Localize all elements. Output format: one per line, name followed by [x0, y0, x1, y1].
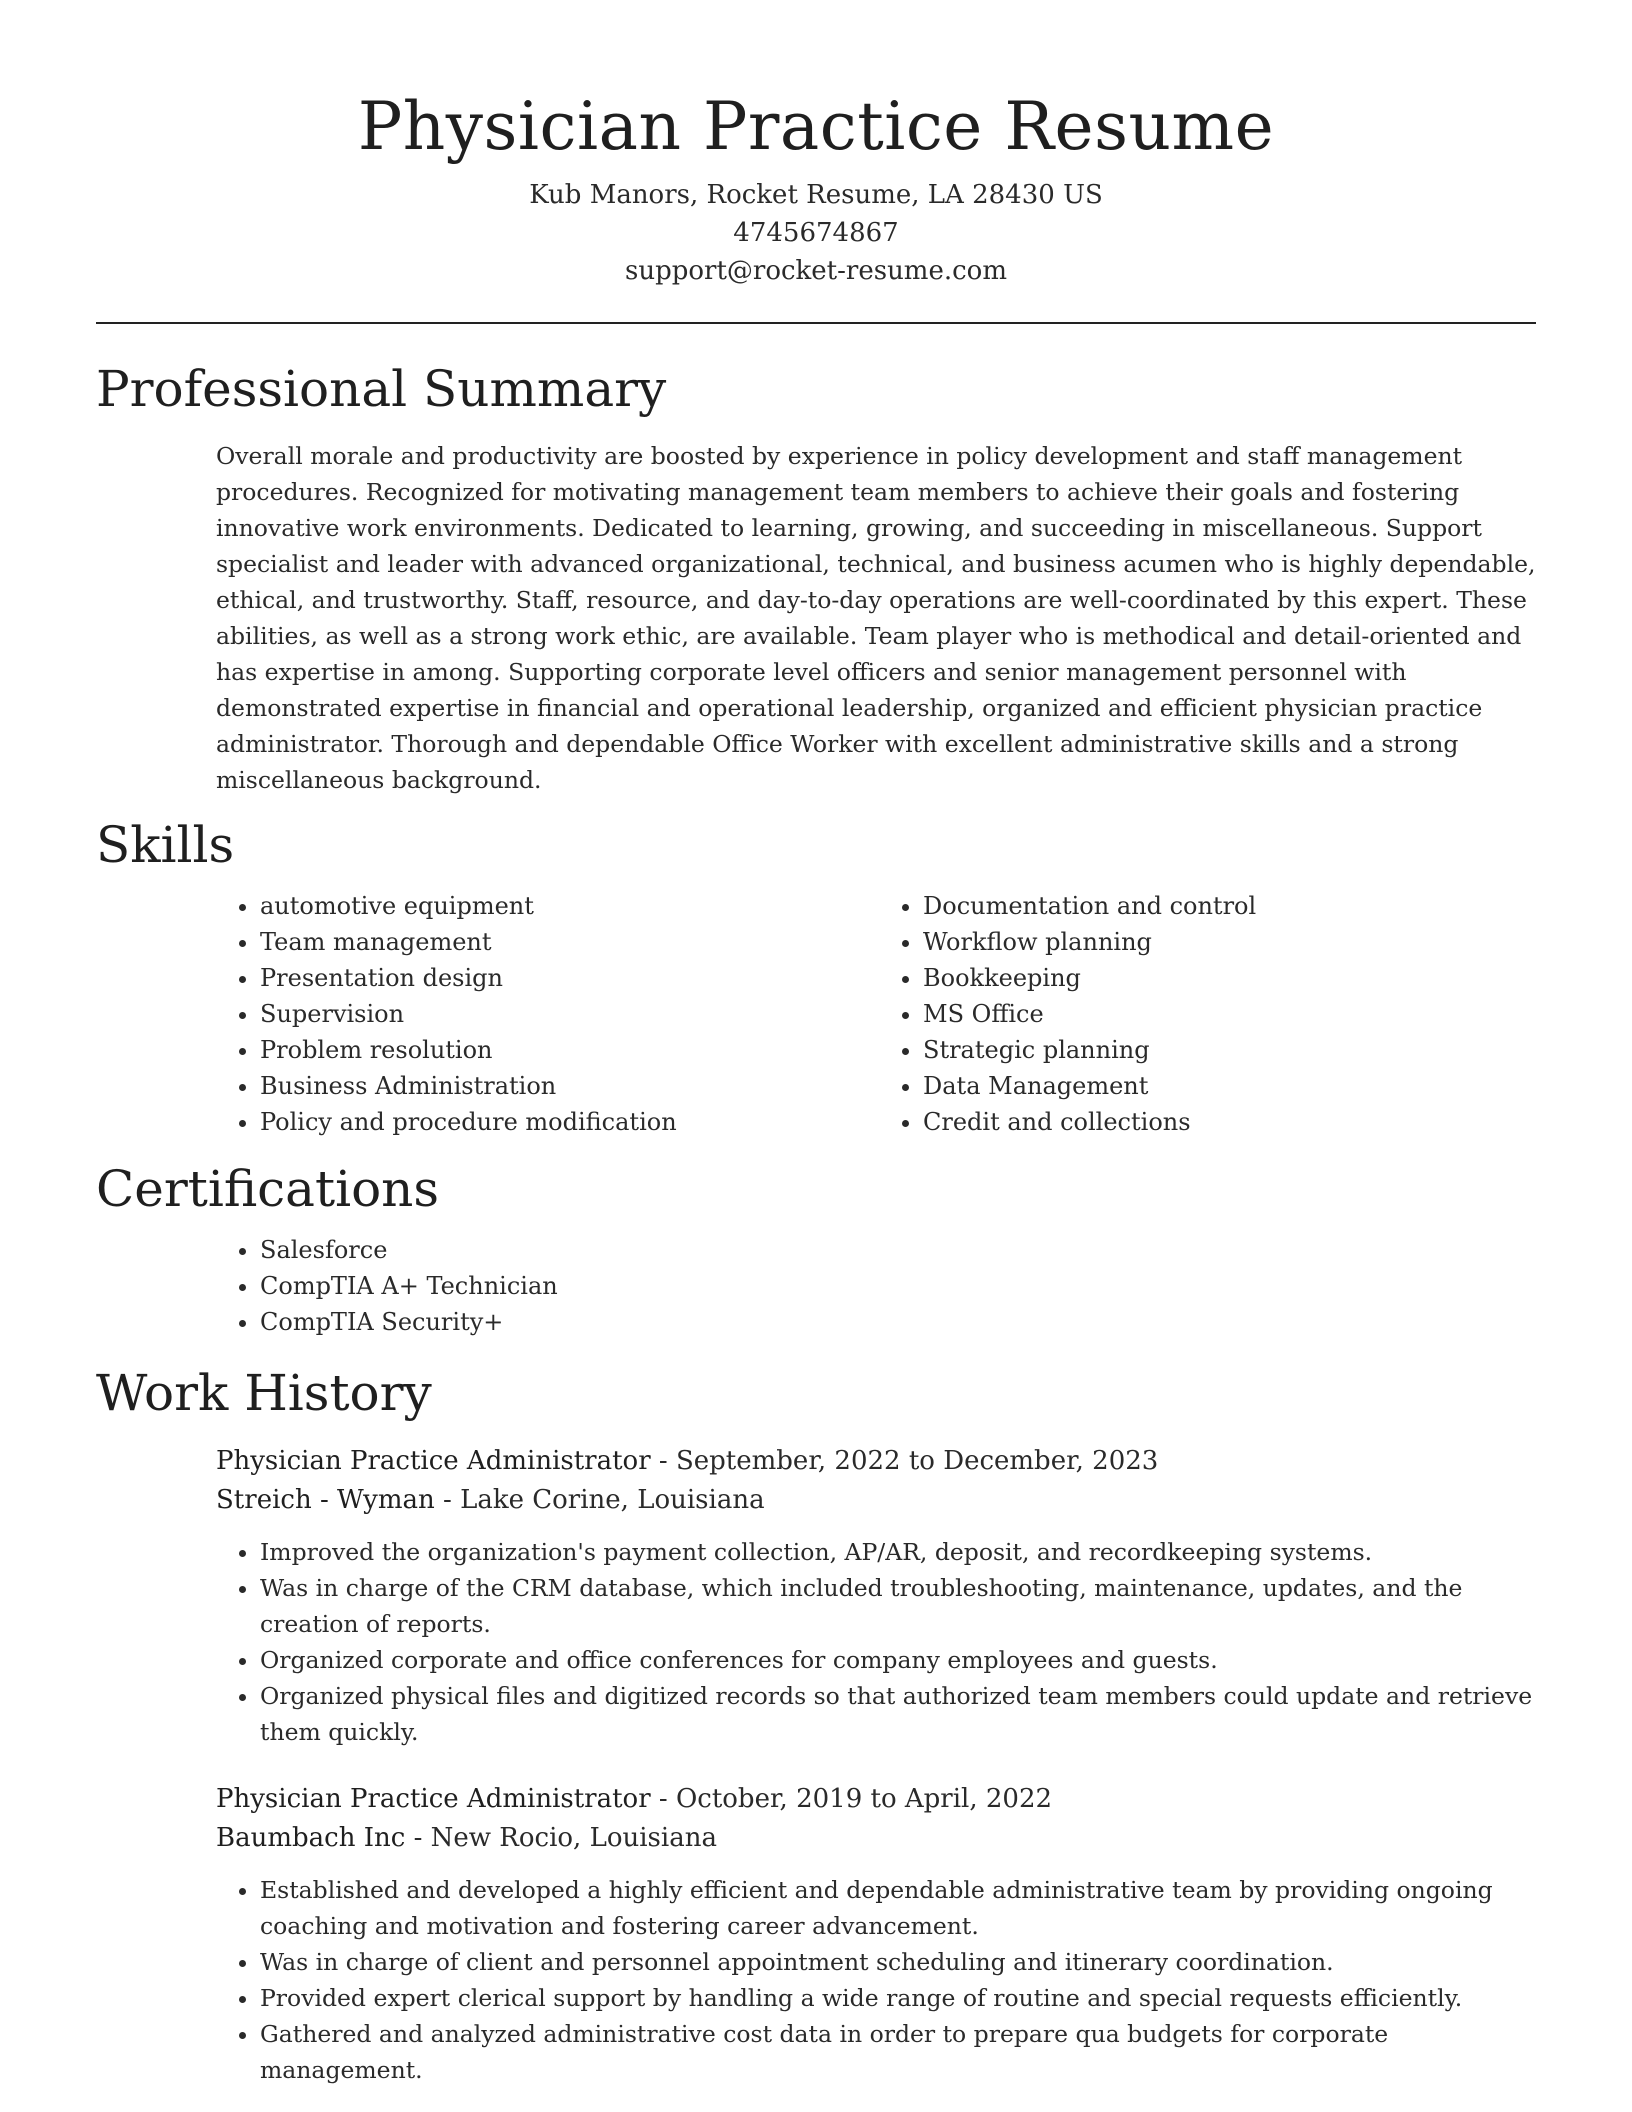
- skills-list-left: [96, 888, 873, 1140]
- certification-item: • Salesforce: [260, 1232, 1536, 1268]
- job-entry: [216, 1442, 1536, 1750]
- skill-item: • Policy and procedure modification: [260, 1104, 873, 1140]
- job-location: - Lake Corine, Louisiana: [434, 1485, 765, 1515]
- resume-page: [96, 0, 1536, 2088]
- summary-heading: Professional Summary: [96, 360, 667, 418]
- skill-item: • Credit and collections: [923, 1104, 1536, 1140]
- job-bullet: • Was in charge of the CRM database, which included troubleshooting, maintenance, updates, and the creation of reports.: [260, 1570, 1536, 1642]
- skill-item: • Bookkeeping: [923, 960, 1536, 996]
- job-dates: - October, 2019 to April, 2022: [650, 1784, 1053, 1814]
- skills-list-right: [873, 888, 1536, 1140]
- resume-title: Physician Practice Resume: [357, 88, 1275, 165]
- email: support@rocket-resume.com: [624, 256, 1007, 286]
- skills-heading: Skills: [96, 816, 235, 874]
- job-company-line: [216, 1481, 1536, 1520]
- job-bullet: • Improved the organization's payment collection, AP/AR, deposit, and recordkeeping systems.: [260, 1534, 1536, 1570]
- summary-text: Overall morale and productivity are boosted by experience in policy development and staff management procedures. Recognized for motivating management team members to achieve their goals and fostering innovative work environments. Dedicated to learning, growing, and succeeding in miscellaneous. Support specialist and leader with advanced organizational, technical, and business acumen who is highly dependable, ethical, and trustworthy. Staff, resource, and day-to-day operations are well-coordinated by this expert. These abilities, as well as a strong work ethic, are available. Team player who is methodical and detail-oriented and has expertise in among. Supporting corporate level officers and senior management personnel with demonstrated expertise in financial and operational leadership, organized and efficient physician practice administrator. Thorough and dependable Office Worker with excellent administrative skills and a strong miscellaneous background.: [216, 442, 1536, 794]
- skill-item: • Workflow planning: [923, 924, 1536, 960]
- job-bullets: [216, 1872, 1536, 2088]
- work-history-heading: Work History: [96, 1364, 432, 1422]
- skill-item: • Strategic planning: [923, 1032, 1536, 1068]
- skill-item: • Documentation and control: [923, 888, 1536, 924]
- skills-grid: [96, 888, 1536, 1140]
- skill-item: • Business Administration: [260, 1068, 873, 1104]
- certification-item: • CompTIA A+ Technician: [260, 1268, 1536, 1304]
- certification-item: • CompTIA Security+: [260, 1304, 1536, 1340]
- job-role: Physician Practice Administrator: [216, 1784, 651, 1814]
- header-divider: [96, 322, 1536, 324]
- job-bullet: • Was in charge of client and personnel appointment scheduling and itinerary coordination.: [260, 1944, 1536, 1980]
- job-company: Baumbach Inc: [216, 1823, 406, 1853]
- certifications-section: [96, 1158, 1536, 1340]
- job-bullet: • Organized corporate and office conferences for company employees and guests.: [260, 1642, 1536, 1678]
- job-title-line: [216, 1780, 1536, 1819]
- skill-item: • MS Office: [923, 996, 1536, 1032]
- job-company: Streich - Wyman: [216, 1485, 435, 1515]
- contact-block: [96, 176, 1536, 290]
- job-role: Physician Practice Administrator: [216, 1446, 651, 1476]
- skill-item: • Supervision: [260, 996, 873, 1032]
- phone: 4745674867: [733, 218, 899, 248]
- work-history-section: [96, 1362, 1536, 2088]
- job-bullet: • Gathered and analyzed administrative cost data in order to prepare qua budgets for corporate management.: [260, 2016, 1536, 2088]
- skills-section: [96, 814, 1536, 1140]
- resume-header: [96, 0, 1536, 290]
- job-entry: [216, 1780, 1536, 2088]
- skill-item: • Problem resolution: [260, 1032, 873, 1068]
- certifications-list: [96, 1232, 1536, 1340]
- job-bullet: • Established and developed a highly efficient and dependable administrative team by providing ongoing coaching and motivation and fostering career advancement.: [260, 1872, 1536, 1944]
- job-bullet: • Provided expert clerical support by handling a wide range of routine and special requests efficiently.: [260, 1980, 1536, 2016]
- skill-item: • Data Management: [923, 1068, 1536, 1104]
- skill-item: • Team management: [260, 924, 873, 960]
- job-bullets: [216, 1534, 1536, 1750]
- job-location: - New Rocio, Louisiana: [405, 1823, 717, 1853]
- job-company-line: [216, 1819, 1536, 1858]
- skill-item: • automotive equipment: [260, 888, 873, 924]
- job-dates: - September, 2022 to December, 2023: [650, 1446, 1159, 1476]
- certifications-heading: Certifications: [96, 1160, 440, 1218]
- address: Kub Manors, Rocket Resume, LA 28430 US: [529, 180, 1103, 210]
- skill-item: • Presentation design: [260, 960, 873, 996]
- summary-section: [96, 358, 1536, 798]
- job-title-line: [216, 1442, 1536, 1481]
- job-bullet: • Organized physical files and digitized records so that authorized team members could update and retrieve them quickly.: [260, 1678, 1536, 1750]
